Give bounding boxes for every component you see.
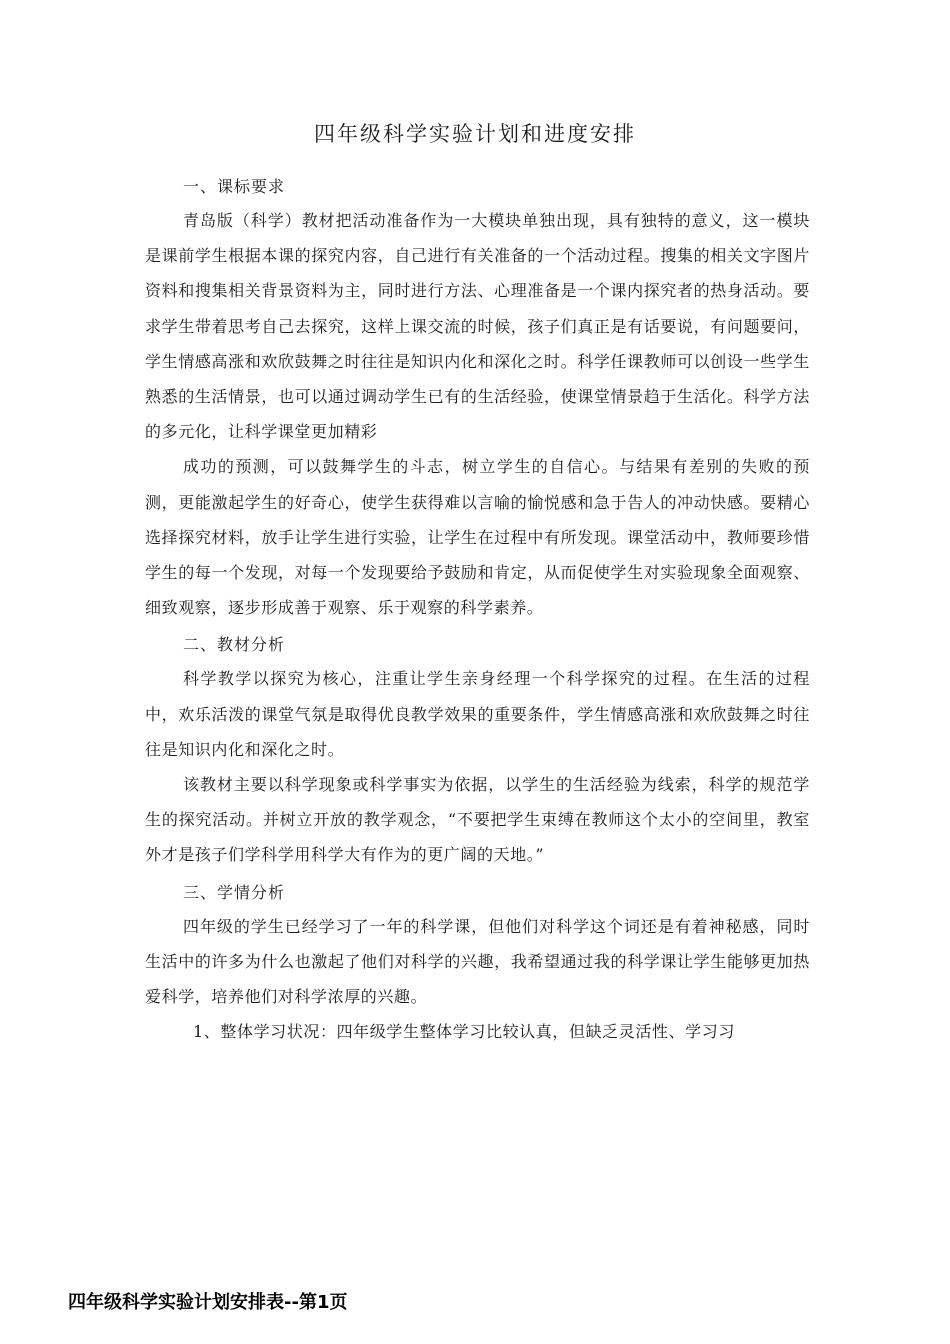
paragraph: 该教材主要以科学现象或科学事实为依据，以学生的生活经验为线索，科学的规范学生的探究活动。并树立开放的教学观念，“不要把学生束缚在教师这个太小的空间里，教室外才是孩子们学科学用科学大有作为的更广阔的天地。” — [145, 775, 810, 865]
section-heading: 二、教材分析 — [183, 635, 286, 655]
paragraph: 成功的预测，可以鼓舞学生的斗志，树立学生的自信心。与结果有差别的失败的预测，更能激起学生的好奇心，使学生获得难以言喻的愉悦感和急于告人的冲动快感。要精心选择探究材料，放手让学生进行实验，让学生在过程中有所发现。课堂活动中，教师要珍惜学生的每一个发现，对每一个发现要给予鼓励和肯定，从而促使学生对实验现象全面观察、细致观察，逐步形成善于观察、乐于观察的科学素养。 — [145, 457, 810, 618]
list-item: 1、整体学习状况：四年级学生整体学习比较认真，但缺乏灵活性、学习习 — [193, 1022, 735, 1042]
paragraph: 青岛版（科学）教材把活动准备作为一大模块单独出现，具有独特的意义，这一模块是课前学生根据本课的探究内容，自己进行有关准备的一个活动过程。搜集的相关文字图片资料和搜集相关背景资料为主，同时进行方法、心理准备是一个课内探究者的热身活动。要求学生带着思考自己去探究，这样上课交流的时候，孩子们真正是有话要说，有问题要问，学生情感高涨和欢欣鼓舞之时往往是知识内化和深化之时。科学任课教师可以创设一些学生熟悉的生活情景，也可以通过调动学生已有的生活经验，使课堂情景趋于生活化。科学方法的多元化，让科学课堂更加精彩 — [145, 211, 810, 442]
page-footer: 四年级科学实验计划安排表--第1页 — [68, 1292, 348, 1313]
section-heading: 一、课标要求 — [183, 177, 286, 196]
paragraph: 科学教学以探究为核心，注重让学生亲身经理一个科学探究的过程。在生活的过程中，欢乐活泼的课堂气氛是取得优良教学效果的重要条件，学生情感高涨和欢欣鼓舞之时往往是知识内化和深化之时。 — [145, 669, 810, 759]
document-title: 四年级科学实验计划和进度安排 — [314, 122, 636, 146]
paragraph: 四年级的学生已经学习了一年的科学课，但他们对科学这个词还是有着神秘感，同时生活中的许多为什么也激起了他们对科学的兴趣，我希望通过我的科学课让学生能够更加热爱科学，培养他们对科学浓厚的兴趣。 — [145, 916, 810, 1007]
section-heading: 三、学情分析 — [183, 882, 286, 902]
section-curriculum-requirements — [145, 170, 810, 625]
section-textbook-analysis — [145, 628, 810, 872]
document-body — [145, 170, 810, 1049]
section-student-analysis — [145, 876, 810, 1050]
